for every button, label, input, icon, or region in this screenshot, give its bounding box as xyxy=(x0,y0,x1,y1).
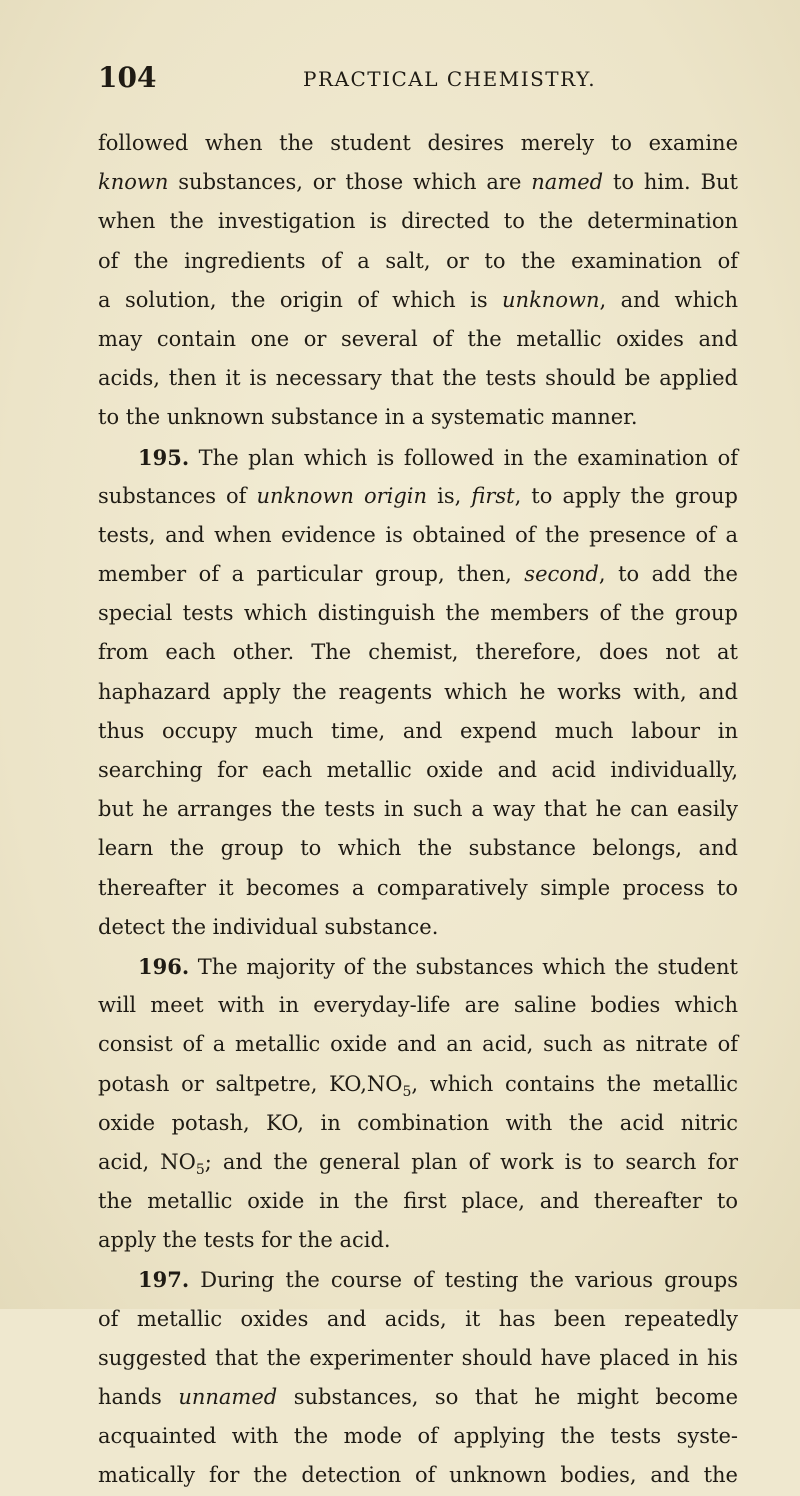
text-line: from each other. The chemist, therefore, does not at xyxy=(98,640,738,665)
text-line: substances of unknown origin is, first, to apply the group xyxy=(98,483,738,508)
text-line: haphazard apply the reagents which he works with, and xyxy=(98,679,738,704)
text-line: a solution, the origin of which is unknown, and which xyxy=(98,287,738,312)
text-line: acid, $NO_5$; and the general plan of work is to search for xyxy=(98,1149,738,1179)
text-line: suggested that the experimenter should have placed in his xyxy=(98,1345,738,1370)
text-line: thus occupy much time, and expend much labour in xyxy=(98,718,738,743)
text-line: may contain one or several of the metallic oxides and xyxy=(98,326,738,351)
text-line: potash or saltpetre, $KO,NO_5$, which contains the metallic xyxy=(98,1071,738,1100)
text-line: hands unnamed substances, so that he might become xyxy=(98,1385,738,1409)
page-number: 104 xyxy=(98,61,157,94)
formula-subscript: 5 xyxy=(402,1083,412,1100)
text-line: known substances, or those which are named to him. But xyxy=(98,170,738,195)
text-line: oxide potash, KO, in combination with the acid nitric xyxy=(98,1110,738,1135)
text-line: acquainted with the mode of applying the tests syste- xyxy=(98,1424,738,1449)
running-title: PRACTICAL CHEMISTRY. xyxy=(303,67,597,91)
text-line: detect the individual substance. xyxy=(98,914,439,939)
text-line: of the ingredients of a salt, or to the examination of xyxy=(98,248,738,273)
text-line: but he arranges the tests in such a way that he can easily xyxy=(98,797,738,822)
paragraph-197-start: 197. During the course of testing the various groups xyxy=(138,1267,738,1293)
text-line: tests, and when evidence is obtained of the presence of a xyxy=(98,522,738,547)
paragraph-195-start: 195. The plan which is followed in the examination of xyxy=(138,444,738,470)
text-line: will meet with in everyday-life are saline bodies which xyxy=(98,993,738,1018)
paragraph-number: 195. xyxy=(138,444,190,470)
paragraph-number: 196. xyxy=(138,953,190,979)
text-line: searching for each metallic oxide and acid individually, xyxy=(98,758,738,782)
text-line: to the unknown substance in a systematic manner. xyxy=(98,405,638,430)
paragraph-196-start: 196. The majority of the substances which the student xyxy=(138,953,738,979)
text-line: special tests which distinguish the members of the group xyxy=(98,601,738,626)
text-line: the metallic oxide in the first place, and thereafter to xyxy=(98,1189,738,1214)
text-line: thereafter it becomes a comparatively simple process to xyxy=(98,875,738,900)
text-line: apply the tests for the acid. xyxy=(98,1228,391,1253)
formula-subscript: 5 xyxy=(195,1162,205,1179)
paragraph-number: 197. xyxy=(138,1267,190,1293)
text-line: when the investigation is directed to the determination xyxy=(98,209,738,234)
text-line: learn the group to which the substance belongs, and xyxy=(98,836,738,861)
text-line: acids, then it is necessary that the tests should be applied xyxy=(98,366,738,391)
body-text xyxy=(98,124,738,1496)
text-line: matically for the detection of unknown bodies, and the xyxy=(98,1463,738,1488)
text-line: member of a particular group, then, second, to add the xyxy=(98,562,738,587)
page-header xyxy=(98,60,738,96)
text-line: followed when the student desires merely to examine xyxy=(98,131,738,155)
text-line: of metallic oxides and acids, it has been repeatedly xyxy=(98,1306,738,1331)
text-line: consist of a metallic oxide and an acid, such as nitrate of xyxy=(98,1032,738,1057)
